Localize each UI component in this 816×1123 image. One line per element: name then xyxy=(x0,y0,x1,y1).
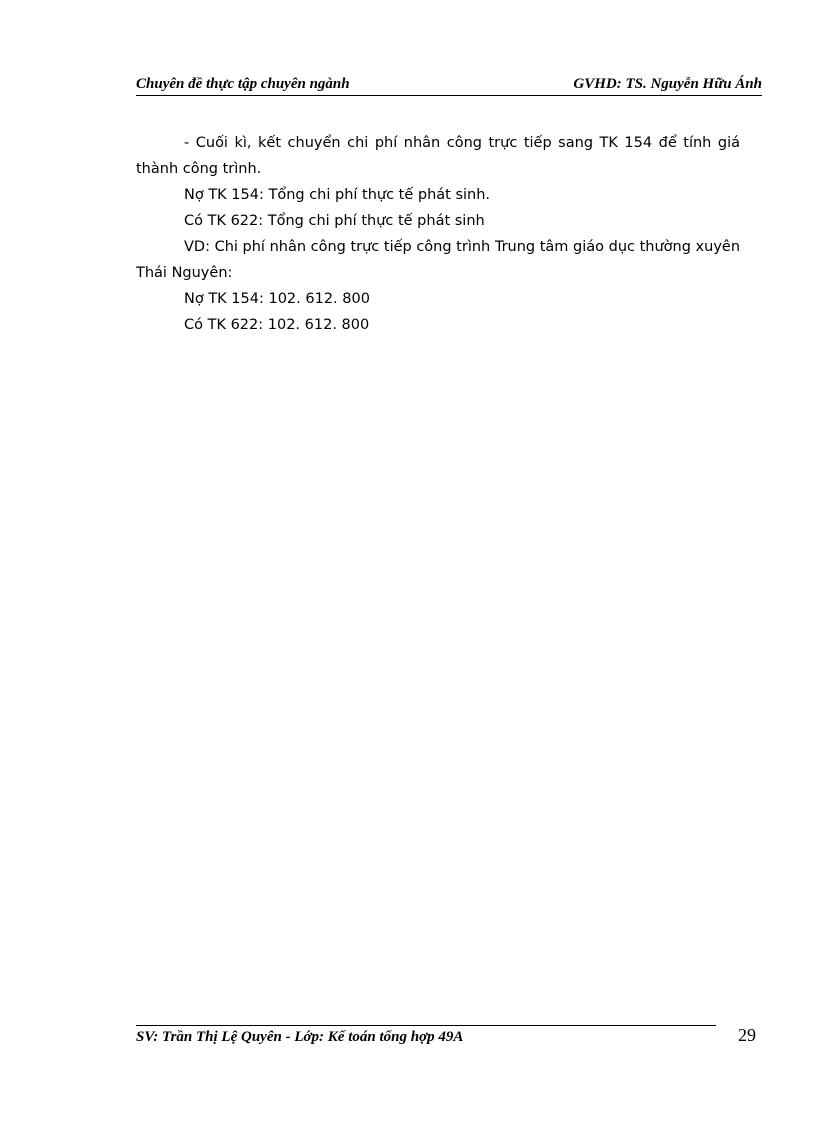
paragraph: - Cuối kì, kết chuyển chi phí nhân công trực tiếp sang TK 154 để tính giá thành công trình. xyxy=(136,135,740,177)
header-divider xyxy=(136,95,762,96)
footer-divider xyxy=(136,1025,716,1026)
page-body xyxy=(136,130,740,338)
page-header xyxy=(136,76,762,96)
paragraph: Nợ TK 154: Tổng chi phí thực tế phát sinh. xyxy=(184,187,491,203)
paragraph: Có TK 622: Tổng chi phí thực tế phát sinh xyxy=(184,213,485,229)
header-title: Chuyên đề thực tập chuyên ngành xyxy=(136,76,350,92)
paragraph: Có TK 622: 102. 612. 800 xyxy=(184,317,370,333)
footer-student: SV: Trần Thị Lệ Quyên - Lớp: Kế toán tổng hợp 49A xyxy=(136,1029,464,1045)
page-number: 29 xyxy=(738,1025,756,1045)
paragraph: VD: Chi phí nhân công trực tiếp công trình Trung tâm giáo dục thường xuyên Thái Nguyên: xyxy=(136,239,741,281)
header-supervisor: GVHD: TS. Nguyễn Hữu Ánh xyxy=(573,76,762,92)
paragraph: Nợ TK 154: 102. 612. 800 xyxy=(184,291,370,307)
